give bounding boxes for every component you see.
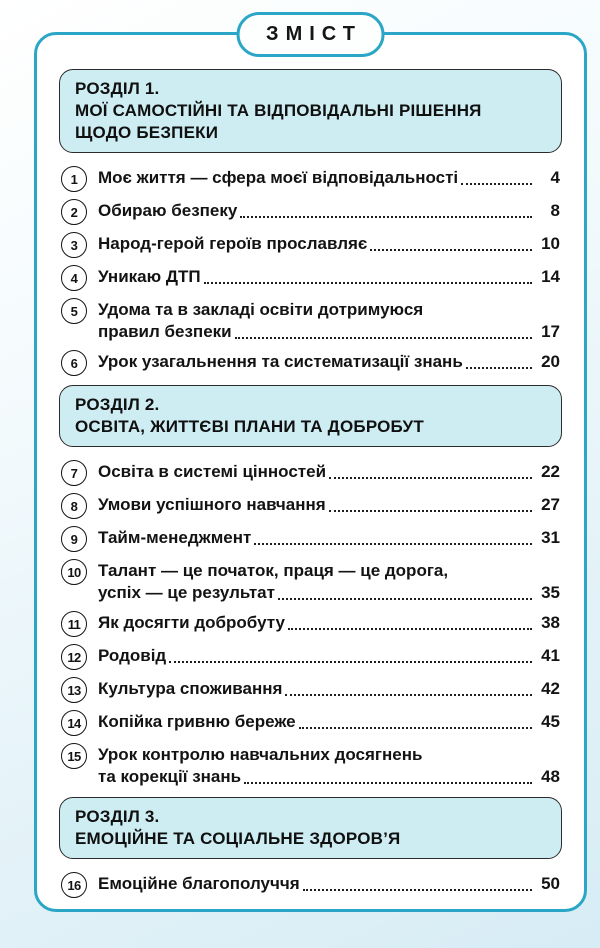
entry-page-number: 45 (541, 712, 560, 731)
contents-body (37, 35, 584, 909)
entry-page-number: 8 (550, 201, 560, 220)
entry-page-number: 17 (541, 322, 560, 341)
entry-label: Як досягти добробуту (98, 613, 285, 632)
section-title-line: ЕМОЦІЙНЕ ТА СОЦІАЛЬНЕ ЗДОРОВ’Я (75, 829, 401, 848)
toc-entry (61, 167, 560, 192)
section-title-line: ЩОДО БЕЗПЕКИ (75, 123, 219, 142)
toc-entry (61, 494, 560, 519)
dot-leader (240, 216, 532, 218)
entry-page-number: 50 (541, 874, 560, 893)
entry-number-badge: 10 (61, 559, 87, 585)
entry-label: Урок узагальнення та систематизації знань (98, 352, 463, 371)
dot-leader (235, 337, 532, 339)
entry-label: Моє життя — сфера моєї відповідальності (98, 168, 459, 187)
toc-entry (61, 645, 560, 670)
entry-page-number: 27 (541, 495, 560, 514)
dot-leader (466, 367, 532, 369)
toc-entry (61, 873, 560, 898)
toc-entry (61, 560, 560, 604)
entry-page-number: 41 (541, 646, 560, 665)
dot-leader (329, 510, 532, 512)
entry-number-badge: 14 (61, 710, 87, 736)
entry-label: Народ-герой героїв прославляє (98, 234, 368, 253)
toc-list (58, 871, 563, 898)
entry-page-number: 20 (541, 352, 560, 371)
entry-label: Обираю безпеку (98, 201, 238, 220)
dot-leader (370, 249, 532, 251)
toc-entry (61, 612, 560, 637)
entry-number-badge: 7 (61, 460, 87, 486)
entry-label: Копійка гривню береже (98, 712, 296, 731)
section-rozdil-1 (58, 69, 563, 376)
dot-leader (254, 543, 532, 545)
toc-entry (61, 299, 560, 343)
entry-page-number: 31 (541, 528, 560, 547)
entry-number-badge: 4 (61, 265, 87, 291)
dot-leader (169, 661, 532, 663)
entry-label: Удома та в закладі освіти дотримуюся (98, 300, 424, 319)
entry-label: Талант — це початок, праця — це дорога, (98, 561, 449, 580)
section-number-line: РОЗДІЛ 2. (75, 395, 160, 414)
entry-label-line2: правил безпеки (98, 322, 232, 341)
entry-label: Емоційне благополуччя (98, 874, 300, 893)
section-number-line: РОЗДІЛ 1. (75, 79, 160, 98)
contents-title: ЗМІСТ (266, 23, 362, 45)
section-rozdil-3 (58, 797, 563, 898)
section-title-line: ОСВІТА, ЖИТТЄВІ ПЛАНИ ТА ДОБРОБУТ (75, 417, 424, 436)
dot-leader (244, 782, 532, 784)
dot-leader (303, 889, 532, 891)
entry-label: Умови успішного навчання (98, 495, 326, 514)
entry-number-badge: 13 (61, 677, 87, 703)
entry-label: Уникаю ДТП (98, 267, 201, 286)
book-page (34, 23, 587, 912)
entry-page-number: 38 (541, 613, 560, 632)
entry-number-badge: 8 (61, 493, 87, 519)
entry-number-badge: 1 (61, 166, 87, 192)
entry-number-badge: 6 (61, 350, 87, 376)
toc-entry (61, 527, 560, 552)
section-heading (59, 69, 562, 153)
entry-number-badge: 5 (61, 298, 87, 324)
entry-label-line2: та корекції знань (98, 767, 242, 786)
entry-number-badge: 2 (61, 199, 87, 225)
entry-label: Культура споживання (98, 679, 283, 698)
section-heading (59, 797, 562, 859)
dot-leader (285, 694, 532, 696)
toc-entry (61, 266, 560, 291)
entry-page-number: 14 (541, 267, 560, 286)
toc-list (58, 165, 563, 376)
toc-entry (61, 200, 560, 225)
entry-number-badge: 15 (61, 743, 87, 769)
section-rozdil-2 (58, 385, 563, 788)
toc-entry (61, 461, 560, 486)
toc-list (58, 459, 563, 788)
entry-page-number: 10 (541, 234, 560, 253)
section-number-line: РОЗДІЛ 3. (75, 807, 160, 826)
dot-leader (329, 477, 532, 479)
entry-number-badge: 12 (61, 644, 87, 670)
dot-leader (299, 727, 532, 729)
entry-page-number: 42 (541, 679, 560, 698)
toc-entry (61, 678, 560, 703)
entry-label-line2: успіх — це результат (98, 583, 275, 602)
entry-label: Родовід (98, 646, 167, 665)
toc-entry (61, 351, 560, 376)
entry-number-badge: 16 (61, 872, 87, 898)
toc-entry (61, 711, 560, 736)
section-heading (59, 385, 562, 447)
entry-page-number: 4 (550, 168, 560, 187)
entry-page-number: 22 (541, 462, 560, 481)
entry-label: Освіта в системі цінностей (98, 462, 327, 481)
section-title-line: МОЇ САМОСТІЙНІ ТА ВІДПОВІДАЛЬНІ РІШЕННЯ (75, 101, 482, 120)
toc-entry (61, 744, 560, 788)
entry-number-badge: 11 (61, 611, 87, 637)
entry-number-badge: 9 (61, 526, 87, 552)
dot-leader (288, 628, 532, 630)
toc-entry (61, 233, 560, 258)
entry-page-number: 48 (541, 767, 560, 786)
entry-label: Урок контролю навчальних досягнень (98, 745, 423, 764)
contents-title-pill (236, 12, 385, 57)
entry-label: Тайм-менеджмент (98, 528, 252, 547)
entry-number-badge: 3 (61, 232, 87, 258)
entry-page-number: 35 (541, 583, 560, 602)
dot-leader (461, 183, 532, 185)
dot-leader (204, 282, 532, 284)
dot-leader (278, 598, 532, 600)
